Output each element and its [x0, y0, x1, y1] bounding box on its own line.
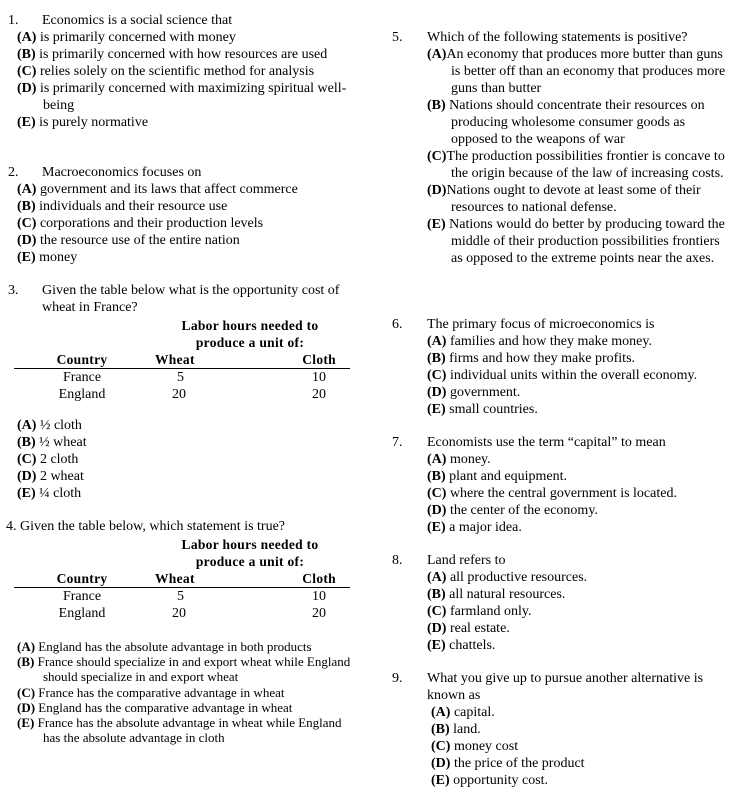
column-header: Country: [14, 570, 150, 588]
question-9: [392, 670, 730, 789]
table-cell: 5: [177, 589, 184, 604]
options-list: [392, 569, 730, 654]
option: (B) Nations should concentrate their resources on producing wholesome consumer goods as opposed to the weapons of war: [427, 98, 705, 147]
table-cell: 10: [312, 370, 326, 385]
option: (C)The production possibilities frontier is concave to the origin because of the law of increasing costs.: [427, 149, 725, 181]
option: (D) 2 wheat: [17, 469, 84, 484]
option: (C) farmland only.: [427, 604, 532, 619]
option: (D)Nations ought to devote at least some of their resources to national defense.: [427, 183, 701, 215]
table-header: Labor hours needed to: [181, 318, 319, 333]
option: (D) real estate.: [427, 621, 510, 636]
labor-hours-table: [14, 536, 350, 622]
option: (B) firms and how they make profits.: [427, 351, 636, 366]
table-row: [14, 588, 350, 606]
option: (C) 2 cloth: [17, 452, 79, 467]
question-stem: Economics is a social science that: [42, 13, 233, 28]
option: (A) all productive resources.: [427, 570, 588, 585]
question-3-options: [17, 417, 347, 502]
column-header: Wheat: [150, 351, 247, 369]
option: (E) France has the absolute advantage in wheat while England has the absolute advantage in cloth: [17, 715, 342, 746]
table-cell: 20: [172, 387, 186, 402]
question-number: 3.: [8, 283, 19, 298]
question-3: [8, 282, 348, 316]
question-number: 5.: [392, 30, 403, 45]
table-cell: 20: [312, 387, 326, 402]
table-cell: England: [58, 606, 106, 621]
option: (E) is purely normative: [17, 115, 149, 130]
column-header: Country: [14, 351, 150, 369]
option: (B) plant and equipment.: [427, 469, 567, 484]
option: (E) small countries.: [427, 402, 538, 417]
question-stem: Which of the following statements is positive?: [427, 30, 688, 45]
option: (A) England has the absolute advantage in both products: [17, 639, 312, 654]
option: (C) relies solely on the scientific method for analysis: [17, 64, 315, 79]
question-number: 1.: [8, 13, 19, 28]
question-number: 7.: [392, 435, 403, 450]
question-stem: The primary focus of microeconomics is: [427, 317, 655, 332]
option: (E) Nations would do better by producing toward the middle of their production possibilities frontiers as opposed to the extreme points near the axes.: [427, 217, 725, 266]
question-stem: Economists use the term “capital” to mean: [427, 435, 666, 450]
question-number: 6.: [392, 317, 403, 332]
question-2: [8, 164, 348, 266]
option: (D) England has the comparative advantage in wheat: [17, 699, 293, 715]
question-6: [392, 316, 730, 418]
question-8: [392, 552, 730, 654]
option: (A)An economy that produces more butter than guns is better off than an economy that produces more guns than butter: [427, 47, 726, 96]
question-4-options: [17, 639, 357, 745]
option: (A) families and how they make money.: [427, 334, 652, 349]
table-row: [14, 386, 350, 403]
options-list: [392, 333, 730, 418]
question-stem: Given the table below what is the opportunity cost of wheat in France?: [42, 283, 340, 315]
options-list: [392, 451, 730, 536]
question-5: [392, 29, 730, 267]
option: (B) individuals and their resource use: [17, 199, 228, 214]
option: (D) is primarily concerned with maximizing spiritual well-being: [17, 81, 347, 113]
option: (E) a major idea.: [427, 520, 522, 535]
options-list: [8, 181, 348, 266]
option: (B) all natural resources.: [427, 587, 566, 602]
column-header: Cloth: [247, 570, 350, 588]
question-stem: What you give up to pursue another alternative is known as: [427, 671, 704, 703]
question-stem: 4. Given the table below, which statement is true?: [6, 519, 286, 534]
option: (B) France should specialize in and export wheat while England should specialize in and export wheat: [17, 654, 351, 685]
options-list: [392, 704, 730, 789]
option: (A) is primarily concerned with money: [17, 30, 236, 45]
option: (E) chattels.: [427, 638, 496, 653]
option: (D) the resource use of the entire nation: [17, 233, 240, 248]
option: (A) government and its laws that affect commerce: [17, 182, 298, 197]
question-number: 9.: [392, 671, 403, 686]
table-header: Labor hours needed to: [181, 537, 319, 552]
option: (D) the price of the product: [431, 756, 585, 771]
option: (A) capital.: [431, 705, 495, 720]
options-list: [8, 29, 348, 131]
question-7: [392, 434, 730, 536]
table-cell: 20: [172, 606, 186, 621]
option: (B) land.: [431, 722, 481, 737]
question-stem: Macroeconomics focuses on: [42, 165, 202, 180]
question-number: 8.: [392, 553, 403, 568]
option: (D) the center of the economy.: [427, 503, 598, 518]
option: (D) government.: [427, 385, 521, 400]
column-header: Cloth: [247, 351, 350, 369]
table-cell: England: [58, 387, 106, 402]
option: (E) money: [17, 250, 78, 265]
table-cell: France: [62, 589, 102, 604]
table-cell: 5: [177, 370, 184, 385]
question-1: [8, 12, 348, 131]
column-header: Wheat: [150, 570, 247, 588]
option: (B) ½ wheat: [17, 435, 87, 450]
option: (C) France has the comparative advantage in wheat: [17, 684, 285, 700]
table-cell: 10: [312, 589, 326, 604]
question-stem: Land refers to: [427, 553, 506, 568]
labor-hours-table: [14, 317, 350, 403]
option: (C) where the central government is located.: [427, 486, 677, 501]
question-number: 2.: [8, 165, 19, 180]
option: (A) ½ cloth: [17, 418, 82, 433]
option: (B) is primarily concerned with how resources are used: [17, 47, 328, 62]
table-cell: France: [62, 370, 102, 385]
question-4: [6, 518, 346, 535]
option: (C) individual units within the overall economy.: [427, 368, 698, 383]
table-row: [14, 605, 350, 622]
table-header: produce a unit of:: [195, 335, 305, 350]
options-list: [392, 46, 727, 267]
option: (A) money.: [427, 452, 491, 467]
option: (E) opportunity cost.: [431, 773, 549, 788]
option: (C) money cost: [431, 739, 519, 754]
table-header: produce a unit of:: [195, 554, 305, 569]
option: (E) ¼ cloth: [17, 486, 82, 501]
table-row: [14, 369, 350, 387]
option: (C) corporations and their production levels: [17, 216, 264, 231]
table-cell: 20: [312, 606, 326, 621]
